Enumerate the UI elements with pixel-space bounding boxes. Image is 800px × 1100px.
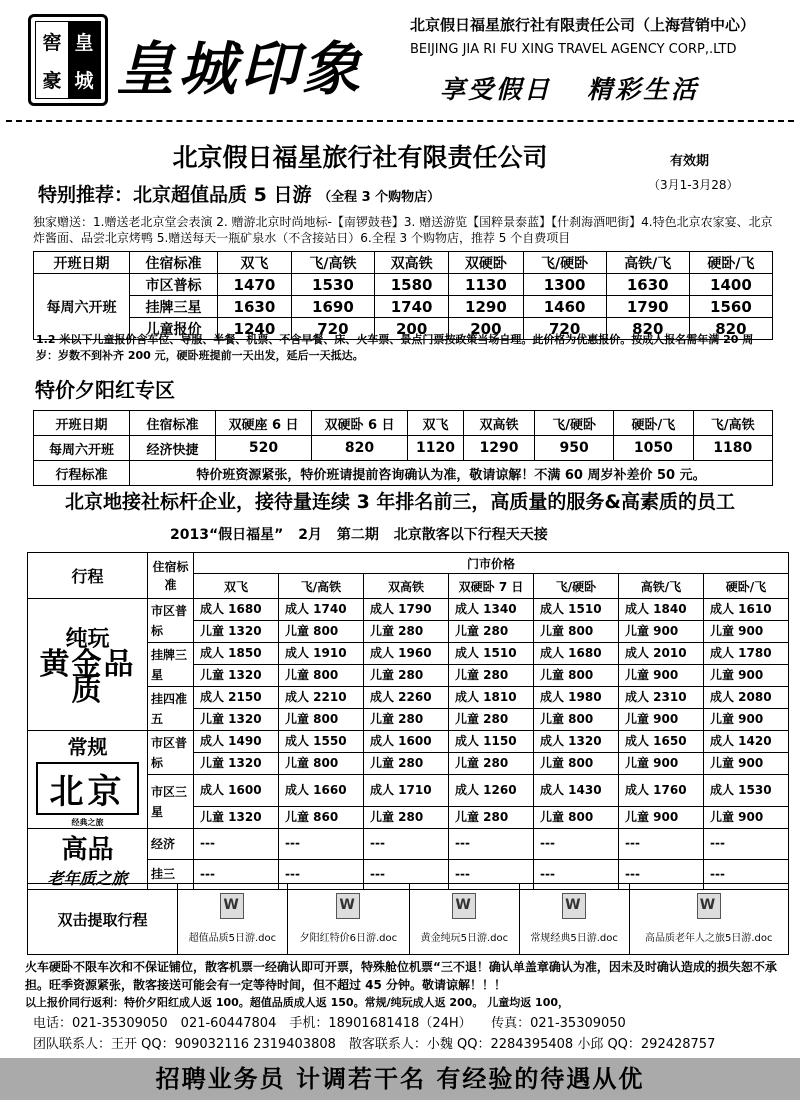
adult-price: 成人 1960 xyxy=(364,643,449,665)
col-header: 飞/高铁 xyxy=(693,411,772,436)
gift-list: 独家赠送：1.赠送老北京堂会表演 2. 赠游北京时尚地标-【南锣鼓巷】3. 赠送游览【国粹景泰蓝】【什刹海酒吧街】4.特色北京农家宴、北京炸酱面、品尝北京烤鸭 5.赠送每天一瓶矿泉水（不含接站日）6.全程 3 个购物店，推荐 5 个自费项目 xyxy=(33,215,773,245)
lodging-standard: 挂四准五 xyxy=(148,687,194,731)
adult-price: 成人 2080 xyxy=(704,687,789,709)
download-table xyxy=(27,883,789,955)
category-line: 老年质之旅 xyxy=(47,869,128,888)
price-cell: 1290 xyxy=(464,436,535,461)
adult-price: 成人 1710 xyxy=(364,775,449,807)
company-name-en: BEIJING JIA RI FU XING TRAVEL AGENCY CORP,.LTD xyxy=(410,42,737,57)
price-cell: --- xyxy=(279,859,364,890)
adult-price: 成人 1320 xyxy=(534,731,619,753)
price-cell: 200 xyxy=(374,318,448,340)
seal-char: 皇 xyxy=(68,22,100,60)
lodging-standard: 市区普标 xyxy=(148,599,194,643)
price-cell: --- xyxy=(704,829,789,860)
word-doc-icon[interactable]: W xyxy=(220,893,244,919)
table-row xyxy=(28,731,789,753)
col-header: 高铁/飞 xyxy=(619,574,704,599)
col-header: 飞/高铁 xyxy=(279,574,364,599)
adult-price: 成人 2010 xyxy=(619,643,704,665)
price-cell: 1180 xyxy=(693,436,772,461)
category-line: 黄金品质 xyxy=(39,646,136,708)
price-cell: --- xyxy=(619,829,704,860)
child-price: 儿童 800 xyxy=(279,709,364,731)
child-price: 儿童 280 xyxy=(364,709,449,731)
word-doc-icon[interactable]: W xyxy=(697,893,721,919)
doc-filename[interactable]: 常规经典5日游.doc xyxy=(530,933,618,944)
lodging-standard: 市区普标 xyxy=(130,274,218,296)
slogan-part: 精彩生活 xyxy=(587,75,700,104)
col-header: 高铁/飞 xyxy=(606,252,689,274)
adult-price: 成人 1550 xyxy=(279,731,364,753)
child-price: 儿童 900 xyxy=(619,753,704,775)
price-cell: --- xyxy=(534,859,619,890)
price-table-sunset xyxy=(33,410,773,486)
col-header: 飞/硬卧 xyxy=(534,411,613,436)
special-offer-heading xyxy=(38,180,440,207)
word-doc-icon[interactable]: W xyxy=(562,893,586,919)
lodging-standard: 挂牌三星 xyxy=(148,643,194,687)
doc-attachment[interactable] xyxy=(519,884,629,955)
issue-month: 2月 xyxy=(298,527,322,543)
validity-range: （3月1-3月28） xyxy=(648,178,739,192)
price-cell: 1560 xyxy=(689,296,772,318)
adult-price: 成人 1740 xyxy=(279,599,364,621)
col-header: 双飞 xyxy=(218,252,292,274)
price-cell: 1050 xyxy=(614,436,693,461)
col-header: 飞/高铁 xyxy=(291,252,374,274)
slogan-part: 享受假日 xyxy=(440,75,553,104)
doc-attachment[interactable] xyxy=(629,884,788,955)
adult-price: 成人 1910 xyxy=(279,643,364,665)
logo-seal xyxy=(28,14,108,106)
price-cell: --- xyxy=(619,859,704,890)
child-price: 儿童 280 xyxy=(364,807,449,829)
child-price: 儿童 800 xyxy=(534,753,619,775)
adult-price: 成人 1510 xyxy=(534,599,619,621)
child-price: 儿童 900 xyxy=(704,621,789,643)
col-header: 双高铁 xyxy=(364,574,449,599)
price-cell: 950 xyxy=(534,436,613,461)
child-price: 儿童 800 xyxy=(534,807,619,829)
col-header: 住宿标准 xyxy=(130,252,218,274)
table-row xyxy=(28,829,789,860)
special-title: 特别推荐：北京超值品质 5 日游 xyxy=(38,184,312,206)
doc-filename[interactable]: 高品质老年人之旅5日游.doc xyxy=(645,933,773,944)
adult-price: 成人 1510 xyxy=(449,643,534,665)
contact-phone: 电话：021-35309050 021-60447804 手机：18901681418（24H） 传真：021-35309050 xyxy=(33,1016,626,1031)
itinerary-label: 行程标准 xyxy=(34,461,130,486)
table-row xyxy=(34,274,773,296)
child-price: 儿童 800 xyxy=(279,665,364,687)
category-line: 经典之旅 xyxy=(71,817,104,827)
child-price: 儿童 280 xyxy=(449,807,534,829)
table-row xyxy=(34,296,773,318)
adult-price: 成人 1430 xyxy=(534,775,619,807)
contact-team: 团队联系人：王开 QQ：909032116 2319403808 散客联系人：小魏 QQ：2284395408 小邱 QQ：292428757 xyxy=(33,1037,716,1052)
child-price: 儿童 800 xyxy=(534,665,619,687)
adult-price: 成人 2310 xyxy=(619,687,704,709)
price-cell: 1240 xyxy=(218,318,292,340)
col-header-price: 门市价格 xyxy=(194,553,789,574)
lodging-standard: 挂三 xyxy=(148,859,194,890)
col-header: 开班日期 xyxy=(34,411,130,436)
child-price: 儿童 1320 xyxy=(194,709,279,731)
word-doc-icon[interactable]: W xyxy=(336,893,360,919)
price-cell: 820 xyxy=(312,436,408,461)
adult-price: 成人 1150 xyxy=(449,731,534,753)
col-header: 双飞 xyxy=(194,574,279,599)
child-price: 儿童 1320 xyxy=(194,621,279,643)
price-cell: 1130 xyxy=(449,274,523,296)
itinerary-price-table xyxy=(27,552,789,890)
price-cell: 1580 xyxy=(374,274,448,296)
price-cell: 720 xyxy=(523,318,606,340)
slogan xyxy=(440,70,699,106)
col-header: 开班日期 xyxy=(34,252,130,274)
brand-name: 皇城印象 xyxy=(116,35,365,103)
adult-price: 成人 1530 xyxy=(704,775,789,807)
adult-price: 成人 1660 xyxy=(279,775,364,807)
price-cell: 1740 xyxy=(374,296,448,318)
col-header: 硬卧/飞 xyxy=(689,252,772,274)
validity-label: 有效期 xyxy=(670,154,710,169)
col-header: 双硬卧 6 日 xyxy=(312,411,408,436)
child-price: 儿童 1320 xyxy=(194,753,279,775)
child-price-note: 1.2 米以下儿童报价含车位、导服、半餐、机票、不含早餐、床、火车票、景点门票按政策当场自理。此价格为优惠报价。按成人报名需年满 20 周岁：岁数不到补齐 200 元，硬卧班提前一天出发，延后一天抵达。 xyxy=(36,333,754,362)
price-cell: 1120 xyxy=(408,436,464,461)
child-price: 儿童 280 xyxy=(449,753,534,775)
child-price: 儿童 280 xyxy=(364,753,449,775)
price-cell: --- xyxy=(194,829,279,860)
lodging-standard: 市区三星 xyxy=(148,775,194,829)
adult-price: 成人 1780 xyxy=(704,643,789,665)
child-price: 儿童 1320 xyxy=(194,665,279,687)
adult-price: 成人 1610 xyxy=(704,599,789,621)
table-row xyxy=(34,436,773,461)
col-header: 硬卧/飞 xyxy=(614,411,693,436)
seal-char: 窖 xyxy=(42,31,62,54)
price-cell: 820 xyxy=(606,318,689,340)
price-cell: 200 xyxy=(449,318,523,340)
price-cell: 720 xyxy=(291,318,374,340)
doc-filename[interactable]: 黄金纯玩5日游.doc xyxy=(420,933,509,944)
child-price: 儿童 280 xyxy=(449,621,534,643)
lodging-standard: 儿童报价 xyxy=(130,318,218,340)
child-price: 儿童 280 xyxy=(364,665,449,687)
price-cell: 520 xyxy=(216,436,312,461)
col-header: 双硬座 6 日 xyxy=(216,411,312,436)
category-classic xyxy=(28,731,148,829)
departure-day: 每周六开班 xyxy=(34,436,130,461)
adult-price: 成人 1980 xyxy=(534,687,619,709)
issue-line xyxy=(170,524,548,544)
recruit-banner: 招聘业务员 计调若干名 有经验的待遇从优 xyxy=(0,1058,800,1100)
adult-price: 成人 1340 xyxy=(449,599,534,621)
seal-char: 豪 xyxy=(42,69,62,92)
child-price: 儿童 900 xyxy=(704,807,789,829)
price-cell: --- xyxy=(194,859,279,890)
seal-char: 城 xyxy=(68,60,100,98)
itinerary-note: 特价班资源紧张，特价班请提前咨询确认为准，敬请谅解！不满 60 周岁补差价 50 元。 xyxy=(130,461,773,486)
col-header-trip: 行程 xyxy=(28,553,148,599)
child-price: 儿童 900 xyxy=(704,665,789,687)
col-header: 双硬卧 7 日 xyxy=(449,574,534,599)
rebate-line: 以上报价同行返利：特价夕阳红成人返 100。超值品质成人返 150。常规/纯玩成人返 200。 儿童均返 100， xyxy=(25,996,570,1009)
child-price: 儿童 900 xyxy=(619,621,704,643)
price-cell: 1690 xyxy=(291,296,374,318)
col-header: 双硬卧 xyxy=(449,252,523,274)
adult-price: 成人 1650 xyxy=(619,731,704,753)
price-cell: 1790 xyxy=(606,296,689,318)
price-cell: 1630 xyxy=(606,274,689,296)
price-cell: 1400 xyxy=(689,274,772,296)
adult-price: 成人 1760 xyxy=(619,775,704,807)
child-price: 儿童 860 xyxy=(279,807,364,829)
price-cell: --- xyxy=(364,829,449,860)
adult-price: 成人 1490 xyxy=(194,731,279,753)
child-price: 儿童 800 xyxy=(279,621,364,643)
child-price: 儿童 900 xyxy=(704,709,789,731)
page-title: 北京假日福星旅行社有限责任公司 xyxy=(172,143,548,172)
adult-price: 成人 2210 xyxy=(279,687,364,709)
lodging-standard: 挂牌三星 xyxy=(130,296,218,318)
price-cell: 820 xyxy=(689,318,772,340)
special-note: （全程 3 个购物店） xyxy=(318,190,441,205)
departure-day: 每周六开班 xyxy=(34,274,130,340)
child-price: 儿童 800 xyxy=(534,621,619,643)
col-header: 双飞 xyxy=(408,411,464,436)
price-cell: 1630 xyxy=(218,296,292,318)
col-header: 双高铁 xyxy=(464,411,535,436)
company-claim-heading: 北京地接社标杆企业，接待量连续 3 年排名前三，高质量的服务&高素质的员工 xyxy=(64,491,736,513)
col-header-standard: 住宿标准 xyxy=(148,553,194,599)
child-price: 儿童 280 xyxy=(449,665,534,687)
price-cell: 1290 xyxy=(449,296,523,318)
adult-price: 成人 1810 xyxy=(449,687,534,709)
issue-period: 第二期 xyxy=(336,527,379,543)
child-price: 儿童 900 xyxy=(704,753,789,775)
word-doc-icon[interactable]: W xyxy=(452,893,476,919)
adult-price: 成人 1420 xyxy=(704,731,789,753)
company-name-cn: 北京假日福星旅行社有限责任公司（上海营销中心） xyxy=(410,16,756,34)
adult-price: 成人 1600 xyxy=(194,775,279,807)
adult-price: 成人 1680 xyxy=(194,599,279,621)
price-cell: --- xyxy=(704,859,789,890)
price-cell: --- xyxy=(449,859,534,890)
adult-price: 成人 2260 xyxy=(364,687,449,709)
sunset-heading: 特价夕阳红专区 xyxy=(35,378,175,402)
adult-price: 成人 1850 xyxy=(194,643,279,665)
child-price: 儿童 280 xyxy=(364,621,449,643)
doc-filename[interactable]: 夕阳红特价6日游.doc xyxy=(299,933,398,944)
child-price: 儿童 800 xyxy=(279,753,364,775)
doc-attachment[interactable] xyxy=(287,884,409,955)
col-header: 飞/硬卧 xyxy=(523,252,606,274)
divider xyxy=(6,120,794,122)
price-cell: 1300 xyxy=(523,274,606,296)
issue-tail: 北京散客以下行程天天接 xyxy=(393,527,548,543)
child-price: 儿童 1320 xyxy=(194,807,279,829)
adult-price: 成人 1790 xyxy=(364,599,449,621)
lodging-standard: 市区普标 xyxy=(148,731,194,775)
category-line: 常规 xyxy=(67,735,108,759)
category-line: 高品 xyxy=(61,835,114,865)
category-golden xyxy=(28,599,148,731)
terms-notice xyxy=(25,958,785,1012)
price-cell: --- xyxy=(279,829,364,860)
lodging-standard: 经济 xyxy=(148,829,194,860)
child-price: 儿童 800 xyxy=(534,709,619,731)
table-row xyxy=(28,599,789,621)
doc-filename[interactable]: 超值品质5日游.doc xyxy=(188,933,277,944)
adult-price: 成人 2150 xyxy=(194,687,279,709)
table-row xyxy=(34,461,773,486)
category-line: 纯玩 xyxy=(65,625,110,652)
notice-line: 火车硬卧不限车次和不保证铺位，散客机票一经确认即可开票，特殊舱位机票“三不退！确认单盖章确认为准，因未及时确认造成的损失恕不承担。旺季资源紧张，散客接送可能会有一定等待时间，但不超过 45 分钟。敬请谅解！！！ xyxy=(25,960,777,992)
child-price: 儿童 900 xyxy=(619,709,704,731)
adult-price: 成人 1260 xyxy=(449,775,534,807)
adult-price: 成人 1600 xyxy=(364,731,449,753)
price-table-5day xyxy=(33,251,773,340)
child-price: 儿童 900 xyxy=(619,665,704,687)
price-cell: --- xyxy=(534,829,619,860)
col-header: 住宿标准 xyxy=(130,411,216,436)
col-header: 硬卧/飞 xyxy=(704,574,789,599)
download-label: 双击提取行程 xyxy=(28,884,178,955)
price-cell: 1530 xyxy=(291,274,374,296)
col-header: 飞/硬卧 xyxy=(534,574,619,599)
price-cell: 1460 xyxy=(523,296,606,318)
lodging-standard: 经济快捷 xyxy=(130,436,216,461)
category-senior xyxy=(28,829,148,890)
category-line: 北京 xyxy=(36,762,139,815)
doc-attachment[interactable] xyxy=(178,884,288,955)
price-cell: 1470 xyxy=(218,274,292,296)
child-price: 儿童 280 xyxy=(449,709,534,731)
adult-price: 成人 1680 xyxy=(534,643,619,665)
adult-price: 成人 1840 xyxy=(619,599,704,621)
doc-attachment[interactable] xyxy=(409,884,519,955)
issue-year: 2013“假日福星” xyxy=(170,527,284,543)
col-header: 双高铁 xyxy=(374,252,448,274)
price-cell: --- xyxy=(449,829,534,860)
child-price: 儿童 900 xyxy=(619,807,704,829)
price-cell: --- xyxy=(364,859,449,890)
